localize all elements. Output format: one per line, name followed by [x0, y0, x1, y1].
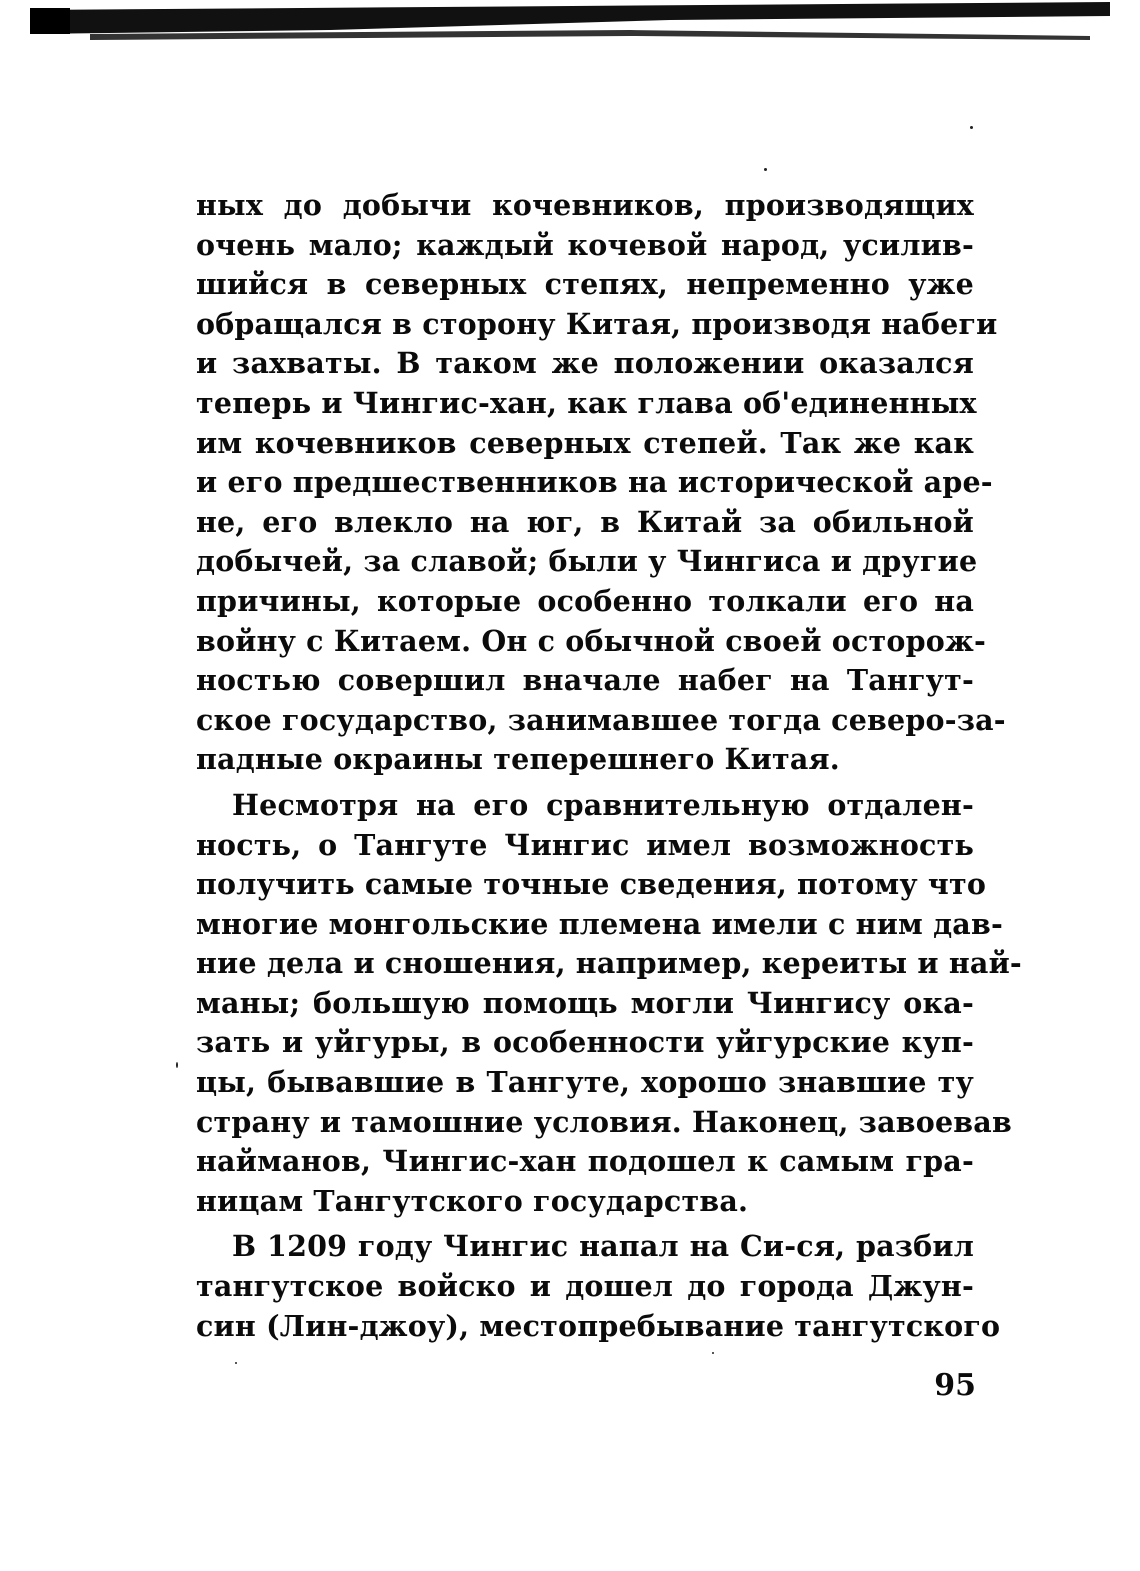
paragraph — [196, 786, 1022, 1222]
text-line: цы, бывавшие в Тангуте, хорошо знавшие ту — [196, 1065, 974, 1100]
scan-speck — [235, 1362, 237, 1364]
text-line: ностью совершил вначале набег на Тангут- — [196, 663, 974, 698]
text-line: Несмотря на его сравнительную отдален- — [232, 787, 974, 822]
text-line: не, его влекло на юг, в Китай за обильной — [196, 504, 974, 539]
text-line: маны; большую помощь могли Чингису ока- — [196, 985, 974, 1020]
scan-speck — [764, 168, 767, 171]
text-line: ское государство, занимавшее тогда северо-за- — [196, 702, 1006, 737]
text-line: очень мало; каждый кочевой народ, усилив- — [196, 227, 974, 262]
text-line: тангутское войско и дошел до города Джун- — [196, 1269, 974, 1304]
text-line: обращался в сторону Китая, производя набеги — [196, 306, 998, 341]
text-line: и захваты. В таком же положении оказался — [196, 346, 974, 381]
text-line: ние дела и сношения, например, кереиты и най- — [196, 946, 1022, 981]
paragraph — [196, 1227, 1001, 1346]
scanned-top-edge-shadow — [30, 0, 1110, 48]
text-line: добычей, за славой; были у Чингиса и другие — [196, 544, 978, 579]
text-line: причины, которые особенно толкали его на — [196, 583, 974, 618]
text-line: им кочевников северных степей. Так же как — [196, 425, 974, 460]
text-line: В 1209 году Чингис напал на Си-ся, разбил — [232, 1229, 974, 1264]
text-line: шийся в северных степях, непременно уже — [196, 267, 974, 302]
text-line: син (Лин-джоу), местопребывание тангутского — [196, 1308, 1001, 1343]
scan-speck — [176, 1062, 178, 1068]
text-line: получить самые точные сведения, потому что — [196, 867, 987, 902]
paragraph — [196, 186, 1006, 780]
text-line: страну и тамошние условия. Наконец, завоевав — [196, 1104, 1012, 1139]
text-line: и его предшественников на исторической аре- — [196, 465, 993, 500]
scan-speck — [712, 1352, 714, 1354]
book-text — [196, 186, 1022, 1352]
text-line: ность, о Тангуте Чингис имел возможность — [196, 827, 974, 862]
text-line: теперь и Чингис-хан, как глава об'единенных — [196, 385, 977, 420]
text-line: ных до добычи кочевников, производящих — [196, 188, 974, 222]
scan-speck — [970, 126, 973, 129]
text-line: ницам Тангутского государства. — [196, 1183, 749, 1218]
text-line: войну с Китаем. Он с обычной своей осторож- — [196, 623, 986, 658]
text-line: зать и уйгуры, в особенности уйгурские куп- — [196, 1025, 974, 1060]
page-number: 95 — [934, 1368, 976, 1403]
text-line: найманов, Чингис-хан подошел к самым гра- — [196, 1144, 974, 1179]
text-line: многие монгольские племена имели с ним дав- — [196, 906, 1004, 941]
text-line: падные окраины теперешнего Китая. — [196, 742, 840, 777]
